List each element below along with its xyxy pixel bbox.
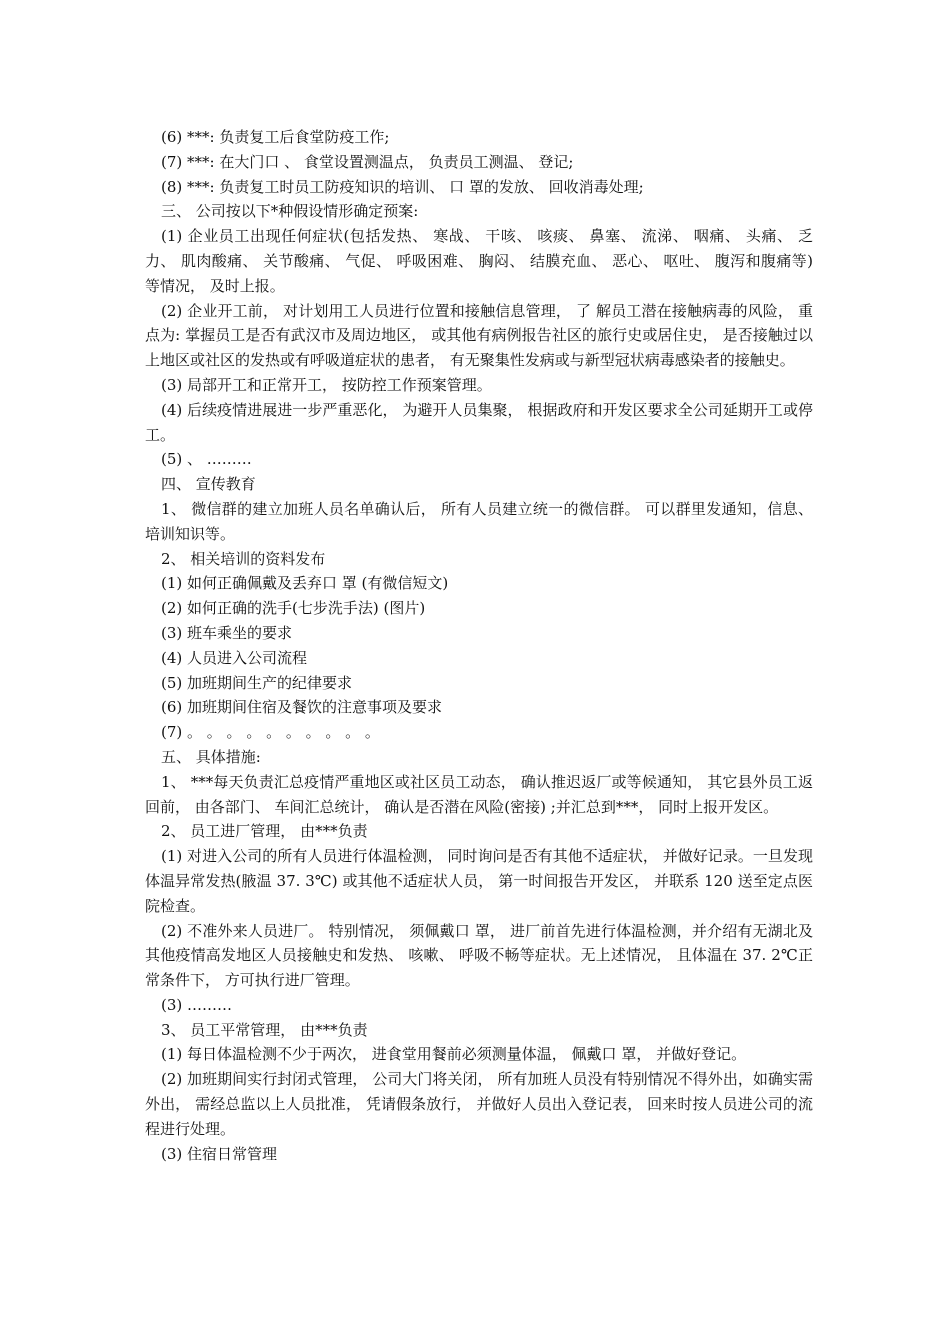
section-heading-4: 四、 宣传教育 [161,475,256,494]
paragraph-13: (2) 如何正确的洗手(七步洗手法) (图片) [161,599,426,618]
section-heading-3: 三、 公司按以下*种假设情形确定预案: [161,202,419,221]
paragraph-20: 1、 ***每天负责汇总疫情严重地区或社区员工动态， 确认推迟返厂或等候通知， 其它县外员工返回前， 由各部门、 车间汇总统计， 确认是否潜在风险(密接) ;并汇总到***， 同时上报开发区。 [145,772,813,816]
paragraph-15: (4) 人员进入公司流程 [161,648,308,667]
paragraph-10: 1、 微信群的建立加班人员名单确认后， 所有人员建立统一的微信群。 可以群里发通知，信息、培训知识等。 [145,499,813,543]
paragraph-0: (6) ***: 负责复工后食堂防疫工作; [161,128,390,146]
paragraph-17: (6) 加班期间住宿及餐饮的注意事项及要求 [161,698,443,717]
paragraph-4: (1) 企业员工出现任何症状(包括发热、 寒战、 干咳、 咳痰、 鼻塞、 流涕、 咽痛、 头痛、 乏力、 肌肉酸痛、 关节酸痛、 气促、 呼吸困难、 胸闷、 结膜充血、 恶心、 呕吐、 腹泻和腹痛等) 等情况， 及时上报。 [145,227,813,295]
paragraph-25: 3、 员工平常管理， 由***负责 [161,1020,368,1039]
paragraph-23: (2) 不准外来人员进厂。 特别情况， 须佩戴口 罩， 进厂前首先进行体温检测，并介绍有无湖北及其他疫情高发地区人员接触史和发热、 咳嗽、 呼吸不畅等症状。无上述情况， 且体温在 37. 2℃正常条件下， 方可执行进厂管理。 [145,921,813,990]
paragraph-24: (3) ……… [161,995,233,1014]
paragraph-18: (7) 。 。 。 。 。 。 。 。 。 。 [161,723,380,742]
paragraph-12: (1) 如何正确佩戴及丢弃口 罩 (有微信短文) [161,574,449,593]
paragraph-2: (8) ***: 负责复工时员工防疫知识的培训、 口 罩的发放、 回收消毒处理; [161,177,644,196]
section-heading-5: 五、 具体措施: [161,747,261,766]
paragraph-27: (2) 加班期间实行封闭式管理， 公司大门将关闭， 所有加班人员没有特别情况不得外出，如确实需外出， 需经总监以上人员批准， 凭请假条放行， 并做好人员出入登记表， 回来时按人员进公司的流程进行处理。 [145,1070,813,1138]
paragraph-22: (1) 对进入公司的所有人员进行体温检测， 同时询问是否有其他不适症状， 并做好记录。一旦发现体温异常发热(腋温 37. 3℃) 或其他不适症状人员， 第一时间报告开发区， 并联系 120 送至定点医院检查。 [145,847,813,915]
paragraph-11: 2、 相关培训的资料发布 [161,549,326,568]
paragraph-21: 2、 员工进厂管理， 由***负责 [161,822,368,841]
paragraph-16: (5) 加班期间生产的纪律要求 [161,673,353,692]
paragraph-7: (4) 后续疫情进展进一步严重恶化， 为避开人员集聚， 根据政府和开发区要求全公司延期开工或停工。 [145,400,813,444]
paragraph-26: (1) 每日体温检测不少于两次， 进食堂用餐前必须测量体温， 佩戴口 罩， 并做好登记。 [161,1045,747,1064]
paragraph-6: (3) 局部开工和正常开工， 按防控工作预案管理。 [161,375,492,394]
paragraph-14: (3) 班车乘坐的要求 [161,623,293,642]
paragraph-1: (7) ***: 在大门口 、 食堂设置测温点， 负责员工测温、 登记; [161,152,574,171]
paragraph-28: (3) 住宿日常管理 [161,1144,278,1163]
paragraph-8: (5) 、 ……… [161,450,252,469]
paragraph-5: (2) 企业开工前， 对计划用工人员进行位置和接触信息管理， 了 解员工潜在接触病毒的风险， 重点为: 掌握员工是否有武汉市及周边地区， 或其他有病例报告社区的旅行史或居住史， 是否接触过以上地区或社区的发热或有呼吸道症状的患者， 有无聚集性发病或与新型冠状病毒感染者的接触史。 [145,301,813,370]
document-body [145,125,813,1166]
